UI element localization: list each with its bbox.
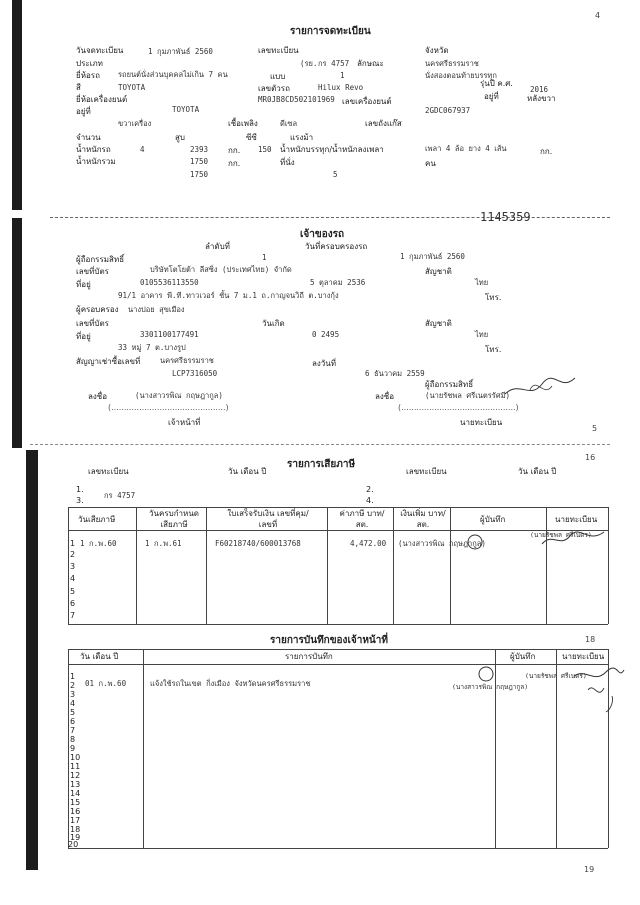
contract-label: สัญญาเช่าซื้อเลขที่ <box>76 357 141 366</box>
location: หลังขวา <box>527 94 556 103</box>
records-row-number: 8 <box>70 735 76 744</box>
province: นครศรีธรรมราช <box>425 59 479 68</box>
tax-col-header: วันครบกำหนด เสียภาษี <box>149 509 199 529</box>
nationality2: ไทย <box>475 330 489 339</box>
records-row-number: 16 <box>70 807 81 816</box>
tax-row-amount: 4,472.00 <box>350 539 387 548</box>
tax-col-line <box>327 507 328 624</box>
tax-item-3: 3. <box>76 496 84 505</box>
sign-label-officer: ลงชื่อ <box>88 392 108 401</box>
color-label: สี <box>76 83 81 92</box>
tax-row-date: 1 ก.พ.60 <box>80 539 117 548</box>
weight-label: น้ำหนักรถ <box>76 145 111 154</box>
tax-col-header: ผู้บันทึก <box>480 515 506 524</box>
contract-date: 6 ธันวาคม 2559 <box>365 369 425 378</box>
tax-signature-icon <box>538 528 608 550</box>
address2-label: ที่อยู่ <box>76 332 91 341</box>
possession-date: 1 กุมภาพันธ์ 2560 <box>400 252 465 261</box>
records-row-number: 4 <box>70 699 76 708</box>
page-number: 19 <box>584 865 595 874</box>
location-label: อยู่ที่ <box>484 92 499 101</box>
style-label: ลักษณะ <box>357 59 384 68</box>
scan-edge-bar <box>12 0 22 210</box>
model-name: Hilux Revo <box>318 83 364 92</box>
page-number: 16 <box>585 453 596 462</box>
tax-col-line <box>393 507 394 624</box>
owner-name: บริษัทโตโยต้า ลีสซิ่ง (ประเทศไทย) จำกัด <box>150 265 292 274</box>
model-no: 1 <box>340 71 345 80</box>
birth2-label: วันเกิด <box>262 319 285 328</box>
tax-row-number: 3 <box>70 562 76 571</box>
registrar-sign-name: (นายรัชพล ศรีเนตรรัศมี) <box>425 391 511 400</box>
owner-title: เจ้าของรถ <box>300 229 345 240</box>
records-row-number: 6 <box>70 717 76 726</box>
records-table-header-bottom <box>68 664 608 665</box>
officer-sign-name: (นางสาวรพิณ กฤษฎากูล) <box>135 391 223 400</box>
scan-edge-bar <box>26 450 38 870</box>
records-col-date: วัน เดือน ปี <box>80 652 119 661</box>
sign-label-registrar: ลงชื่อ <box>375 392 395 401</box>
brand-detail: รถยนต์นั่งส่วนบุคคลไม่เกิน 7 คน <box>118 70 228 79</box>
phone-label: โทร. <box>485 293 502 302</box>
tax-row-due: 1 ก.พ.61 <box>145 539 182 548</box>
tax-row-registrar: (นายรัชพล ศรีเนตร) <box>530 531 592 539</box>
records-row-number: 13 <box>70 780 81 789</box>
contract-province: นครศรีธรรมราช <box>160 356 214 365</box>
registrar-sign-dots: (.............................................) <box>398 403 519 412</box>
contract-no: LCP7316050 <box>172 369 218 378</box>
kg-unit: กก. <box>228 146 241 155</box>
records-title: รายการบันทึกของเจ้าหน้าที่ <box>270 635 388 646</box>
records-row-registrar: (นายรัชพล ศรีเนตร) <box>525 672 587 680</box>
tax-col-line <box>136 507 137 624</box>
nationality2-label: สัญชาติ <box>425 319 452 328</box>
scan-edge-bar <box>12 218 22 448</box>
records-stamp-icon <box>476 664 496 684</box>
records-row-number: 9 <box>70 744 76 753</box>
gross-label: น้ำหนักรวม <box>76 157 116 166</box>
tax-table-top <box>68 507 608 508</box>
page-divider <box>30 444 610 445</box>
records-row-number: 18 <box>70 825 81 834</box>
id-label: เลขที่บัตร <box>76 267 109 276</box>
records-col-recorder: ผู้บันทึก <box>510 652 536 661</box>
tax-row-number: 7 <box>70 611 76 620</box>
contract-date-label: ลงวันที่ <box>312 359 337 368</box>
possession-date-label: วันที่ครอบครองรถ <box>305 242 368 251</box>
brand-label: ยี่ห้อรถ <box>76 71 100 80</box>
registrar-label: นายทะเบียน <box>460 418 503 427</box>
id2-no: 3301100177491 <box>140 330 199 339</box>
tank-no-label: เลขถังแก๊ส <box>365 119 402 128</box>
address2: 33 หมู่ 7 ต.บางรูป <box>118 343 186 352</box>
tax-date-label-right: วัน เดือน ปี <box>518 467 557 476</box>
records-row-number: 5 <box>70 708 76 717</box>
possessor-name: นางปอย สุขเมือง <box>128 305 185 314</box>
tax-col-header: ใบเสร็จรับเงิน เลขที่คุม/เลขที่ <box>227 509 309 529</box>
cc: 2393 <box>190 145 209 154</box>
registration-title: รายการจดทะเบียน <box>290 26 371 37</box>
tax-reg-label-left: เลขทะเบียน <box>88 467 129 476</box>
model-label: แบบ <box>270 72 286 81</box>
tax-col-header: เงินเพิ่ม บาท/สต. <box>400 509 446 529</box>
tax-item-1-value: กร 4757 <box>104 491 136 500</box>
records-row-number: 10 <box>70 753 81 762</box>
reg-no: กร 4757 <box>318 59 350 68</box>
tax-col-line <box>450 507 451 624</box>
officer-label: เจ้าหน้าที่ <box>168 418 201 427</box>
tax-row-number: 4 <box>70 574 76 583</box>
fuel: ดีเซล <box>280 119 298 128</box>
page-number: 4 <box>595 11 601 20</box>
load-label: น้ำหนักบรรทุก/น้ำหนักลงเพลา <box>280 145 384 154</box>
id-no: 0105536113550 <box>140 278 199 287</box>
records-row-number: 7 <box>70 726 76 735</box>
type-code: (รย. <box>300 59 318 68</box>
tax-col-header: ค่าภาษี บาท/สต. <box>339 509 385 529</box>
records-table-top <box>68 649 608 650</box>
address-label: ที่อยู่ <box>76 280 91 289</box>
load-text: เพลา 4 ล้อ ยาง 4 เส้น <box>425 144 507 153</box>
seats-label: ที่นั่ง <box>280 158 295 167</box>
location2-label: อยู่ที่ <box>76 107 91 116</box>
tax-item-4: 4. <box>366 496 374 505</box>
reg-date-label: วันจดทะเบียน <box>76 46 124 55</box>
order-label: ลำดับที่ <box>205 242 230 251</box>
tax-date-label-left: วัน เดือน ปี <box>228 467 267 476</box>
engine-brand-label: ยี่ห้อเครื่องยนต์ <box>76 95 128 104</box>
chassis-label: เลขตัวรถ <box>258 84 290 93</box>
tax-col-line <box>206 507 207 624</box>
tax-col-line <box>546 507 547 624</box>
records-row-number: 19 <box>70 833 81 842</box>
records-row-number: 2 <box>70 681 76 690</box>
birth: 5 ตุลาคม 2536 <box>310 278 366 287</box>
reg-no-label: เลขทะเบียน <box>258 46 299 55</box>
tax-col-line <box>68 507 69 624</box>
engine-no: 2GDC067937 <box>425 106 471 115</box>
tax-item-2: 2. <box>366 485 374 494</box>
brand: TOYOTA <box>118 83 146 92</box>
engine-no-label: เลขเครื่องยนต์ <box>342 97 392 106</box>
tax-row-number: 2 <box>70 550 76 559</box>
possessor-label: ผู้ครอบครอง <box>76 305 119 314</box>
cylinders-label: จำนวน <box>76 133 101 142</box>
records-col-registrar: นายทะเบียน <box>562 652 605 661</box>
type-label: ประเภท <box>76 59 103 68</box>
owner-label: ผู้ถือกรรมสิทธิ์ <box>76 255 125 264</box>
records-row-number: 12 <box>70 771 81 780</box>
hp-label: แรงม้า <box>290 133 314 142</box>
style-text: นั่งสองตอนท้ายบรรทุก <box>425 71 497 80</box>
tax-col-header: วันเสียภาษี <box>78 515 116 524</box>
records-signature-icon <box>568 666 628 716</box>
tax-row-receipt: F60218740/600013768 <box>215 539 301 548</box>
pistons-label: สูบ <box>175 133 185 142</box>
gross: 1750 <box>190 170 209 179</box>
weight: 1750 <box>190 157 209 166</box>
records-row-recorder: (นางสาวรพิณ กฤษฎากูล) <box>452 683 529 691</box>
records-row-number: 1 <box>70 672 76 681</box>
tax-col-line <box>608 507 609 624</box>
owner-sign-label: ผู้ถือกรรมสิทธิ์ <box>425 380 474 389</box>
reg-date: 1 กุมภาพันธ์ 2560 <box>148 47 213 56</box>
tax-row-extra: (นางสาวรพิณ กฤษฎากูล) <box>398 539 486 548</box>
records-row-number: 11 <box>70 762 81 771</box>
records-row-number: 3 <box>70 690 76 699</box>
registrar-signature-icon <box>500 372 580 402</box>
hp: 150 <box>258 145 272 154</box>
page-number: 18 <box>585 635 596 644</box>
records-row-number: 17 <box>70 816 81 825</box>
id2-label: เลขที่บัตร <box>76 319 109 328</box>
nationality-label: สัญชาติ <box>425 267 452 276</box>
page-number: 5 <box>592 424 598 433</box>
records-col-line <box>68 649 69 848</box>
fuel-label: เชื้อเพลิง <box>228 119 258 128</box>
tax-col-header: นายทะเบียน <box>555 515 598 524</box>
tax-row-number: 1 <box>70 539 76 548</box>
model-year-label: รุ่นปี ค.ศ. <box>480 79 513 88</box>
nationality: ไทย <box>475 278 489 287</box>
stamp-number: 1145359 <box>480 210 531 224</box>
model-year: 2016 <box>530 85 549 94</box>
officer-sign-dots: (.............................................) <box>108 403 229 412</box>
persons-unit: คน <box>425 159 436 168</box>
tax-item-1: 1. <box>76 485 84 494</box>
records-row-number: 14 <box>70 789 81 798</box>
tax-title: รายการเสียภาษี <box>287 459 356 470</box>
tax-row-number: 6 <box>70 599 76 608</box>
records-row-number: 15 <box>70 798 81 807</box>
order-no: 1 <box>262 253 267 262</box>
kg-unit: กก. <box>540 147 553 156</box>
birth2: 0 2495 <box>312 330 340 339</box>
records-col-line <box>143 649 144 848</box>
province-label: จังหวัด <box>425 46 449 55</box>
address: 91/1 อาคาร พี.ที.ทาวเวอร์ ชั้น 7 ม.1 ถ.กาญจนวิถี ต.บางกุ้ง <box>118 291 339 300</box>
seats: 5 <box>333 170 338 179</box>
records-row-date: 01 ก.พ.60 <box>85 679 127 688</box>
cylinders: 4 <box>140 145 145 154</box>
tax-row-number: 5 <box>70 587 76 596</box>
tax-stamp-icon <box>465 532 485 552</box>
chassis-no: MR0JB8CD502101969 <box>258 95 335 104</box>
phone2-label: โทร. <box>485 345 502 354</box>
location2: ขวาเครื่อง <box>118 119 152 128</box>
records-table-bottom <box>68 848 608 849</box>
tax-table-bottom <box>68 624 608 625</box>
engine-brand: TOYOTA <box>172 105 200 114</box>
cc-label: ซีซี <box>246 133 257 142</box>
tax-reg-label-right: เลขทะเบียน <box>406 467 447 476</box>
records-row-number: 20 <box>68 840 79 849</box>
kg-unit: กก. <box>228 159 241 168</box>
records-row-text: แจ้งใช้รถในเขต กิ่งเมือง จังหวัดนครศรีธรรมราช <box>150 679 311 688</box>
records-col-record: รายการบันทึก <box>285 652 333 661</box>
